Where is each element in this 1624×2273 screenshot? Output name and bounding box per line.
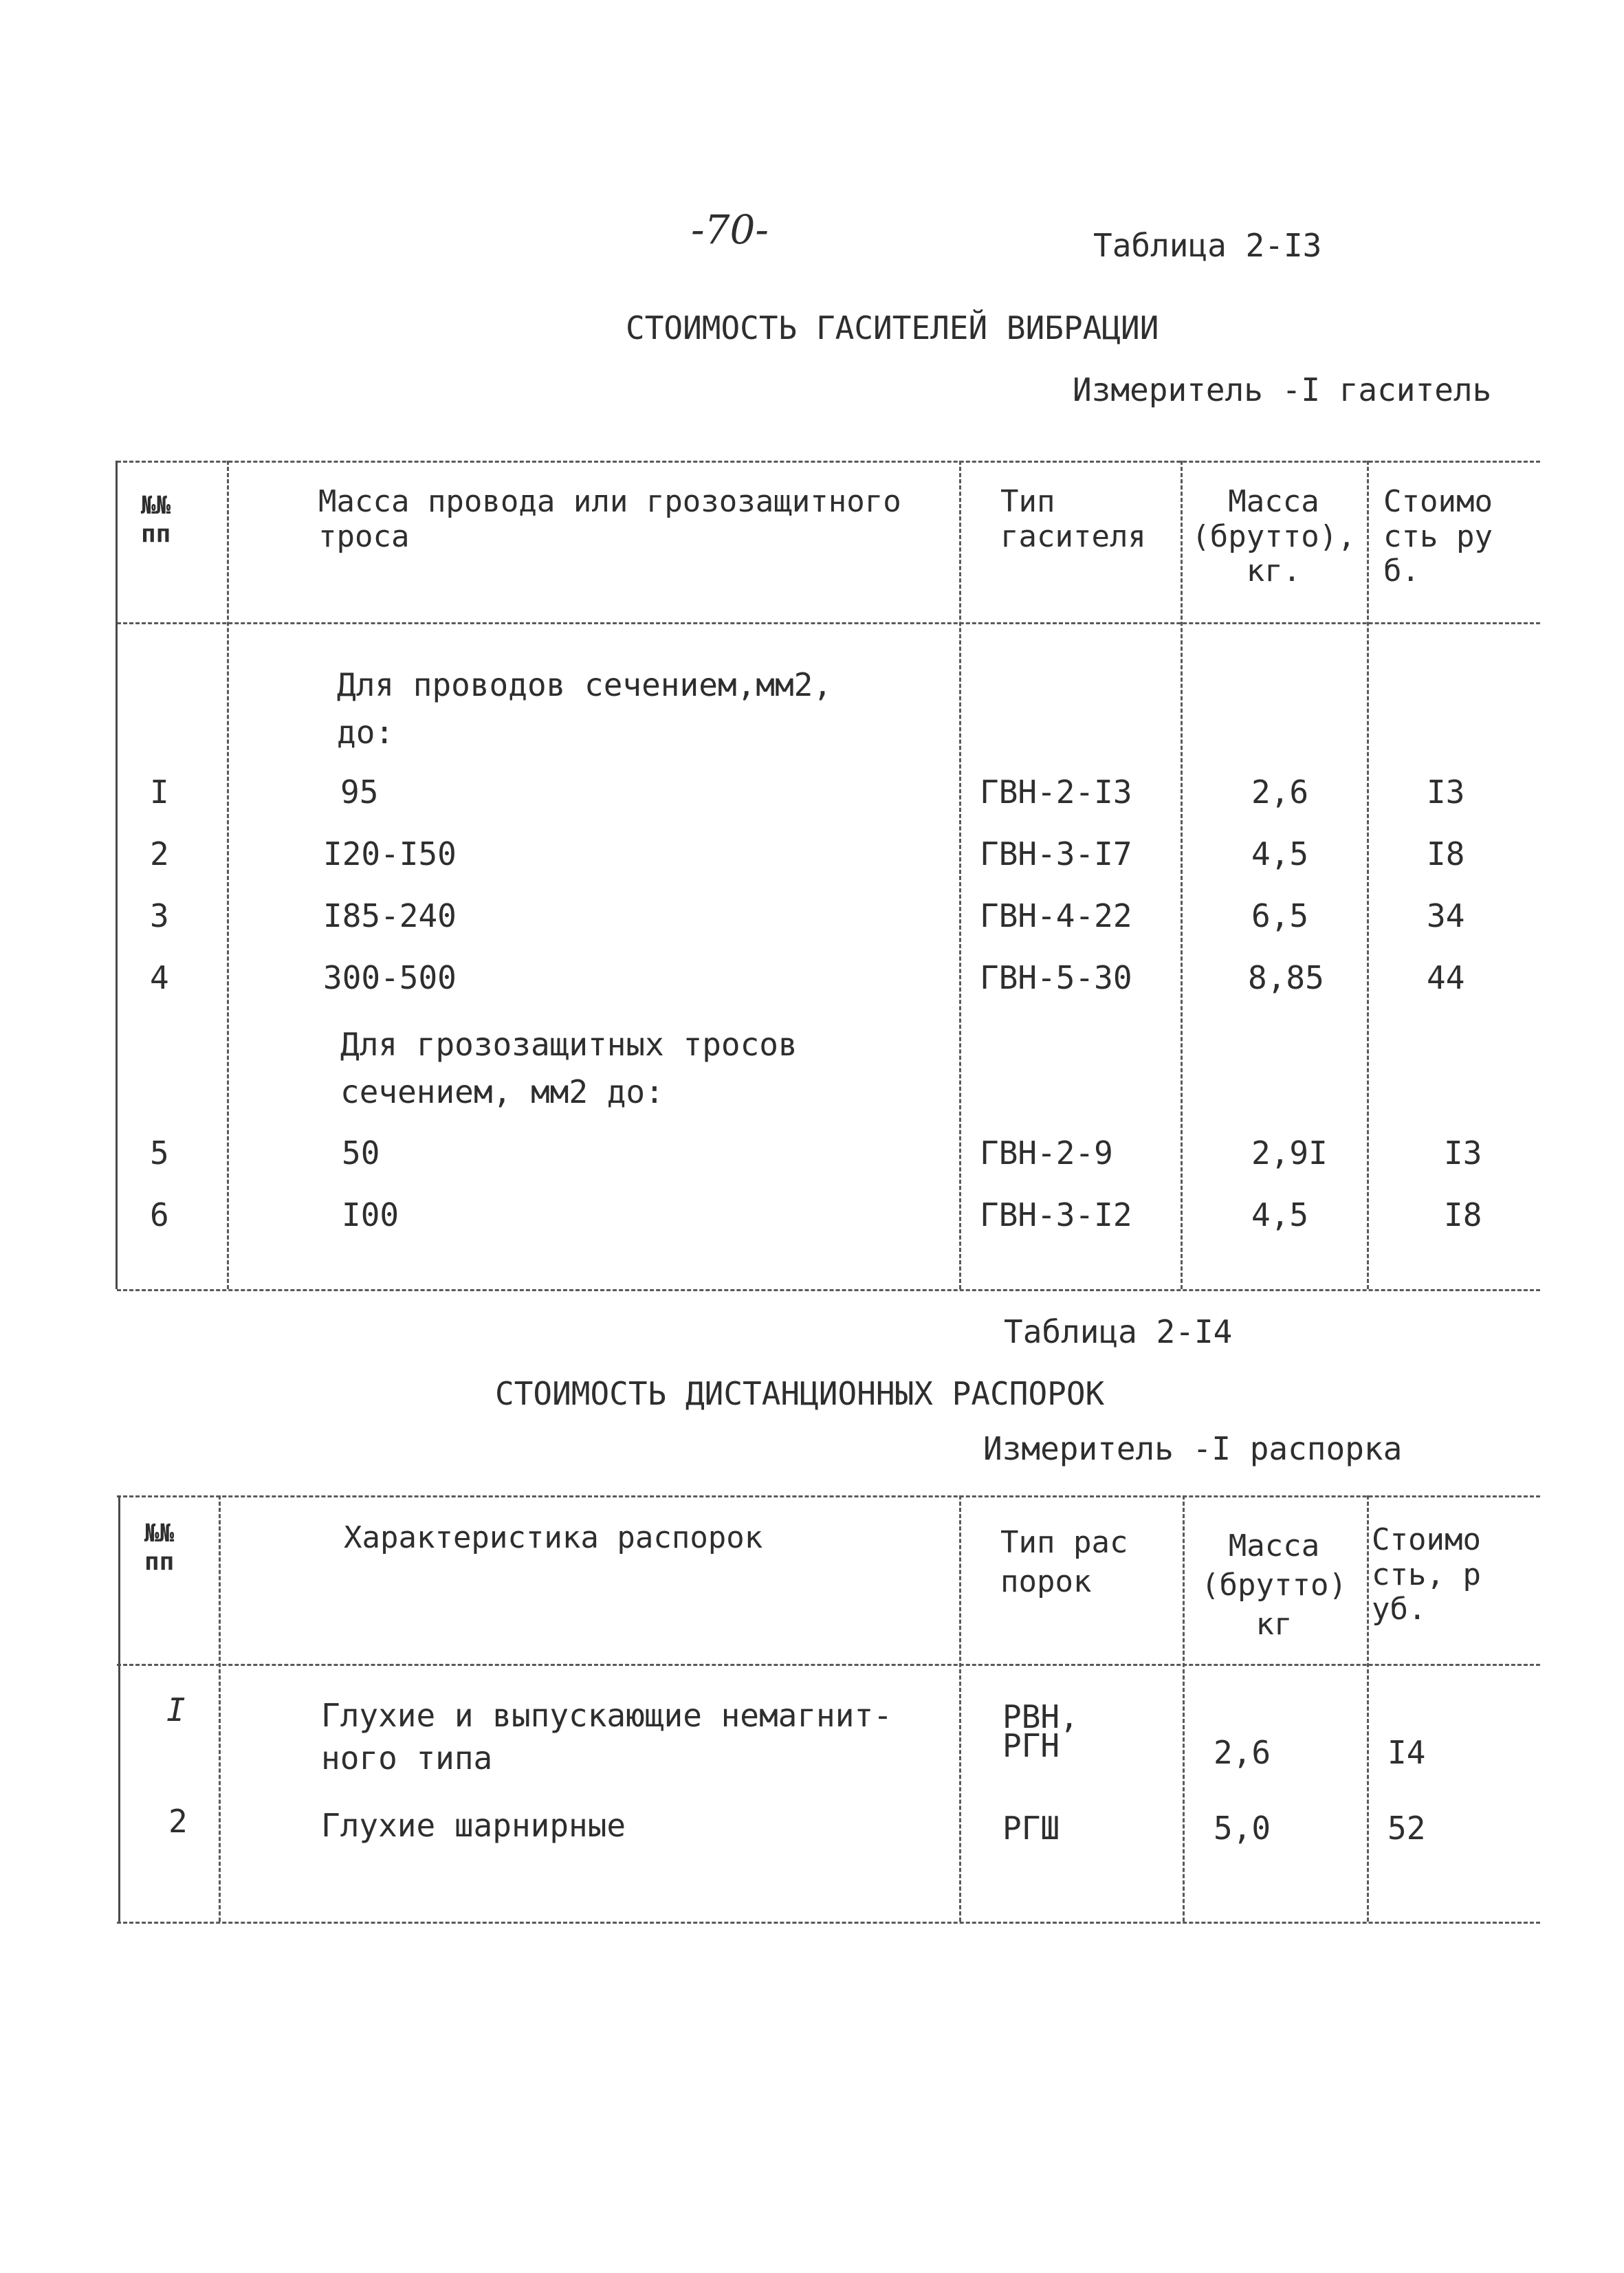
table1-left-border xyxy=(116,461,118,1289)
table1-row3-type: ГВН-4-22 xyxy=(980,897,1132,934)
table1-row3-num: 3 xyxy=(150,897,169,934)
table2-header-type: Тип распорок xyxy=(1000,1525,1128,1600)
table1-label: Таблица 2-I3 xyxy=(1093,227,1322,264)
table1-header-mass-wire: Масса провода или грозозащитного троса xyxy=(318,484,901,554)
table2-row2-desc-line1: Глухие шарнирные xyxy=(321,1807,626,1844)
table1-header-cost: Стоимость руб. xyxy=(1383,484,1493,589)
table1-row5-mass: 2,9I xyxy=(1251,1134,1328,1172)
table2-header-gross: Масса (брутто) кг xyxy=(1201,1528,1347,1643)
table2-row1-type-line1: РВН, xyxy=(1002,1698,1079,1735)
table2-label: Таблица 2-I4 xyxy=(1004,1313,1233,1350)
table1-row6-type: ГВН-3-I2 xyxy=(980,1196,1132,1233)
table1-row3-cost: 34 xyxy=(1427,897,1465,934)
table2-row1-mass: 2,6 xyxy=(1214,1734,1271,1771)
table2-col-divider-4 xyxy=(1367,1495,1369,1922)
table1-header-divider xyxy=(117,622,1540,624)
table1-row1-num: I xyxy=(150,773,169,811)
table2-unit: Измеритель -I распорка xyxy=(983,1430,1403,1467)
table1-row4-section: 300-500 xyxy=(323,959,457,996)
table2-col-divider-1 xyxy=(219,1495,221,1922)
table1-row1-section: 95 xyxy=(340,773,379,811)
table1-row2-type: ГВН-3-I7 xyxy=(980,835,1132,872)
table1-row6-mass: 4,5 xyxy=(1251,1196,1309,1233)
table2-row1-num: I xyxy=(166,1691,186,1728)
table1-row5-cost: I3 xyxy=(1444,1134,1482,1172)
table2-left-border xyxy=(118,1495,120,1922)
table1-row2-mass: 4,5 xyxy=(1251,835,1309,872)
table1-row2-section: I20-I50 xyxy=(323,835,457,872)
table1-row6-num: 6 xyxy=(150,1196,169,1233)
table1-row4-mass: 8,85 xyxy=(1248,959,1324,996)
table1-row5-type: ГВН-2-9 xyxy=(980,1134,1113,1172)
table1-row1-type: ГВН-2-I3 xyxy=(980,773,1132,811)
table2-header-num: №№ пп xyxy=(144,1519,175,1577)
table2-header-cost: Стоимость, руб. xyxy=(1372,1522,1481,1627)
table2-row1-desc-line1: Глухие и выпускающие немагнит- xyxy=(321,1697,892,1734)
table2-row1-type-line2: РГН xyxy=(1002,1727,1060,1764)
table1-col-divider-4 xyxy=(1367,461,1369,1289)
table2-row2-num: 2 xyxy=(168,1803,188,1840)
table1-row3-section: I85-240 xyxy=(323,897,457,934)
table2-bottom-border xyxy=(117,1922,1540,1924)
page-number: -70- xyxy=(691,206,769,253)
table1-row4-cost: 44 xyxy=(1427,959,1465,996)
table1-row5-section: 50 xyxy=(342,1134,380,1172)
table1-unit: Измеритель -I гаситель xyxy=(1073,371,1492,408)
table2-header-char: Характеристика распорок xyxy=(344,1520,763,1555)
table2-row2-cost: 52 xyxy=(1387,1810,1426,1847)
table1-row1-mass: 2,6 xyxy=(1251,773,1309,811)
table1-row3-mass: 6,5 xyxy=(1251,897,1309,934)
table1-top-border xyxy=(117,461,1540,463)
table1-header-type: Тип гасителя xyxy=(1000,484,1146,554)
table1-row2-cost: I8 xyxy=(1427,835,1465,872)
table2-row1-desc-line2: ного типа xyxy=(321,1739,493,1777)
table2-top-border xyxy=(117,1495,1540,1497)
table2-header-divider xyxy=(117,1664,1540,1666)
table1-row4-num: 4 xyxy=(150,959,169,996)
table1-col-divider-2 xyxy=(959,461,961,1289)
table1-col-divider-1 xyxy=(227,461,229,1289)
table2-row2-type-line1: РГШ xyxy=(1002,1810,1060,1847)
table1-row6-section: I00 xyxy=(342,1196,399,1233)
table2-row1-cost: I4 xyxy=(1387,1734,1426,1771)
table2-row2-mass: 5,0 xyxy=(1214,1810,1271,1847)
table1-group2-title: Для грозозащитных тросов сечением, мм2 до: xyxy=(340,1026,798,1110)
table1-header-gross: Масса (брутто), кг. xyxy=(1192,484,1356,589)
table1-row5-num: 5 xyxy=(150,1134,169,1172)
table1-bottom-border xyxy=(117,1289,1540,1291)
table2-col-divider-2 xyxy=(959,1495,961,1922)
table1-row2-num: 2 xyxy=(150,835,169,872)
table1-row1-cost: I3 xyxy=(1427,773,1465,811)
table2-title: СТОИМОСТЬ ДИСТАНЦИОННЫХ РАСПОРОК xyxy=(495,1375,1105,1412)
table1-row4-type: ГВН-5-30 xyxy=(980,959,1132,996)
table1-group1-title: Для проводов сечением,мм2, до: xyxy=(337,666,833,751)
table1-header-num: №№ пп xyxy=(141,492,171,549)
table1-row6-cost: I8 xyxy=(1444,1196,1482,1233)
table1-title: СТОИМОСТЬ ГАСИТЕЛЕЙ ВИБРАЦИИ xyxy=(626,309,1159,347)
